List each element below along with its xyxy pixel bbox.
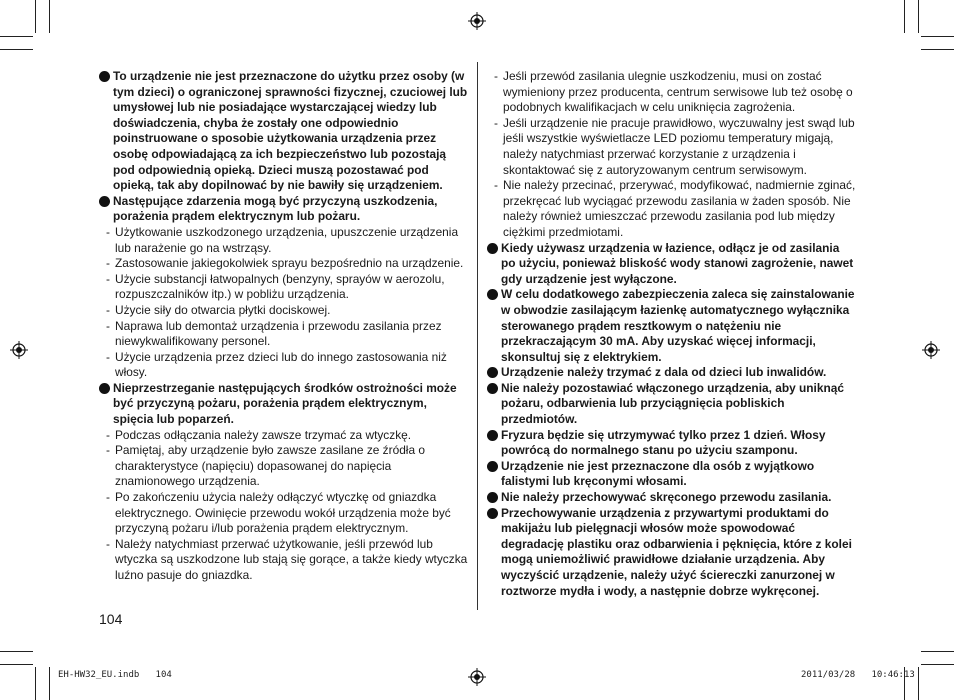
crop-mark [0,664,33,665]
crop-mark [35,0,36,33]
item-text: Nie należy przechowywać skręconego przewodu zasilania. [501,490,832,505]
dash-item [99,319,469,350]
bullet-item [487,428,857,459]
bullet-icon [99,196,110,207]
dash-item [99,490,469,537]
dash-icon: - [106,271,110,286]
left-column [99,69,469,584]
dash-icon: - [106,256,110,271]
item-text: Nie należy przecinać, przerywać, modyfikować, nadmiernie zginać, przekręcać lub wyciągać przewodu zasilania w żaden sposób. Nie należy również umieszczać przewodu zasilania pod lub między ciężkimi przedmiotami. [503,178,856,239]
bullet-item [487,241,857,288]
dash-icon: - [106,443,110,458]
item-text: Jeśli urządzenie nie pracuje prawidłowo, wyczuwalny jest swąd lub jeśli wszystkie wyświetlacze LED poziomu temperatury migają, należy natychmiast przerwać korzystanie z urządzenia i skontaktować się z autoryzowanym centrum serwisowym. [503,115,855,177]
bullet-item [487,365,857,381]
dash-icon: - [106,427,110,442]
bullet-icon [487,461,498,472]
dash-icon: - [106,224,110,239]
bullet-icon [487,367,498,378]
item-text: To urządzenie nie jest przeznaczone do użytku przez osoby (w tym dzieci) o ograniczonej sprawności fizycznej, czuciowej lub umysłowej lub nie posiadające wystarczającej wiedzy lub doświadczenia, chyba że zostały one odpowiednio poinstruowane o sposobie użytkowania urządzenia przez osobę odpowiadającą za ich bezpieczeństwo lub pozostają pod odpowiednią opieką. Dzieci muszą pozostawać pod opieką, tak aby dopilnować by nie bawiły się urządzeniem. [113,69,468,193]
dash-icon: - [106,318,110,333]
item-text: Następujące zdarzenia mogą być przyczyną uszkodzenia, porażenia prądem elektrycznym lub pożaru. [113,193,438,224]
bullet-item [99,194,469,225]
item-text: Nieprzestrzeganie następujących środków ostrożności może być przyczyną pożaru, porażenia prądem elektrycznym, spięcia lub poparzeń. [113,380,457,427]
dash-item [99,272,469,303]
bullet-item [99,381,469,428]
bullet-icon [487,430,498,441]
item-text: W celu dodatkowego zabezpieczenia zaleca się zainstalowanie w obwodzie zasilającym łazienkę automatycznego wyłącznika sterowanego prądem resztkowym o natężeniu nie przekraczającym 30 mA. Aby uzyskać więcej informacji, skonsultuj się z elektrykiem. [501,287,855,364]
dash-item [487,69,857,116]
crop-mark [49,667,50,700]
bullet-item [99,69,469,194]
crop-mark [0,651,33,652]
item-text: Użycie urządzenia przez dzieci lub do innego zastosowania niż włosy. [115,349,447,380]
item-text: Urządzenie nie jest przeznaczone dla osób z wyjątkowo falistymi lub kręconymi włosami. [501,458,815,489]
bullet-icon [487,508,498,519]
dash-icon: - [106,349,110,364]
crop-mark [0,36,33,37]
dash-item [99,537,469,584]
footer-datetime: 2011/03/28 10:46:13 [801,670,915,680]
column-divider [477,62,478,610]
bullet-icon [487,289,498,300]
bullet-item [487,459,857,490]
dash-item [99,256,469,272]
item-text: Nie należy pozostawiać włączonego urządzenia, aby uniknąć pożaru, odbarwienia lub przyciągnięcia pobliskich przedmiotów. [501,380,844,427]
dash-item [99,428,469,444]
item-text: Użycie siły do otwarcia płytki dociskowej. [115,302,331,317]
dash-item [99,303,469,319]
crop-mark [49,0,50,33]
item-text: Po zakończeniu użycia należy odłączyć wtyczkę od gniazdka elektrycznego. Owinięcie przewodu wokół urządzenia może być przyczyną pożaru i/lub porażenia prądem elektrycznym. [115,490,451,536]
crop-mark [0,49,33,50]
page-number: 104 [99,611,123,627]
bullet-item [487,381,857,428]
crop-mark [921,651,954,652]
crop-mark [918,0,919,33]
registration-mark-icon [468,12,486,30]
dash-icon: - [494,115,498,130]
item-text: Urządzenie należy trzymać z dala od dzieci lub inwalidów. [501,365,827,380]
crop-mark [35,667,36,700]
registration-mark-icon [468,668,486,686]
crop-mark [918,667,919,700]
dash-item [99,443,469,490]
crop-mark [921,36,954,37]
item-text: Zastosowanie jakiegokolwiek sprayu bezpośrednio na urządzenie. [115,256,464,271]
dash-icon: - [494,69,498,83]
bullet-icon [99,71,110,82]
dash-item [99,350,469,381]
dash-item [487,178,857,240]
bullet-item [487,490,857,506]
footer-file: EH-HW32_EU.indb 104 [58,670,172,680]
item-text: Użycie substancji łatwopalnych (benzyny, sprayów w aerozolu, rozpuszczalników itp.) w pobliżu urządzenia. [115,271,445,302]
crop-mark [921,664,954,665]
dash-icon: - [106,536,110,551]
right-column [487,69,857,599]
bullet-icon [487,492,498,503]
dash-item [487,116,857,178]
bullet-item [487,287,857,365]
dash-item [99,225,469,256]
item-text: Użytkowanie uszkodzonego urządzenia, upuszczenie urządzenia lub narażenie go na wstrząsy. [115,224,459,255]
bullet-item [487,506,857,600]
dash-icon: - [494,178,498,193]
item-text: Podczas odłączania należy zawsze trzymać za wtyczkę. [115,427,412,442]
bullet-icon [487,383,498,394]
bullet-icon [99,383,110,394]
item-text: Fryzura będzie się utrzymywać tylko przez 1 dzień. Włosy powrócą do normalnego stanu po użyciu szamponu. [501,427,826,458]
item-text: Jeśli przewód zasilania ulegnie uszkodzeniu, musi on zostać wymieniony przez producenta, centrum serwisowe lub też osobę o podobnych kwalifikacjach w celu uniknięcia zagrożenia. [503,69,853,115]
registration-mark-icon [10,341,28,359]
item-text: Pamiętaj, aby urządzenie było zawsze zasilane ze źródła o charakterystyce (napięciu) dopasowanej do napięcia znamionowego urządzenia. [115,443,425,489]
crop-mark [921,49,954,50]
item-text: Przechowywanie urządzenia z przywartymi produktami do makijażu lub pielęgnacji włosów może spowodować degradację plastiku oraz odbarwienia i pęknięcia, które z kolei mogą uniemożliwić prawidłowe działanie urządzenia. Aby wyczyścić urządzenie, należy użyć ściereczki zanurzonej w roztworze mydła i wody, a następnie dobrze wykręconej. [501,505,852,598]
registration-mark-icon [922,341,940,359]
crop-mark [904,0,905,33]
item-text: Należy natychmiast przerwać użytkowanie, jeśli przewód lub wtyczka są uszkodzone lub stają się gorące, a także kiedy wtyczka luźno pasuje do gniazdka. [115,536,468,582]
item-text: Kiedy używasz urządzenia w łazience, odłącz je od zasilania po użyciu, ponieważ bliskość wody stanowi zagrożenie, nawet gdy urządzenie jest wyłączone. [501,240,854,286]
dash-icon: - [106,490,110,505]
item-text: Naprawa lub demontaż urządzenia i przewodu zasilania przez niewykwalifikowany personel. [115,318,442,349]
dash-icon: - [106,302,110,317]
bullet-icon [487,243,498,254]
